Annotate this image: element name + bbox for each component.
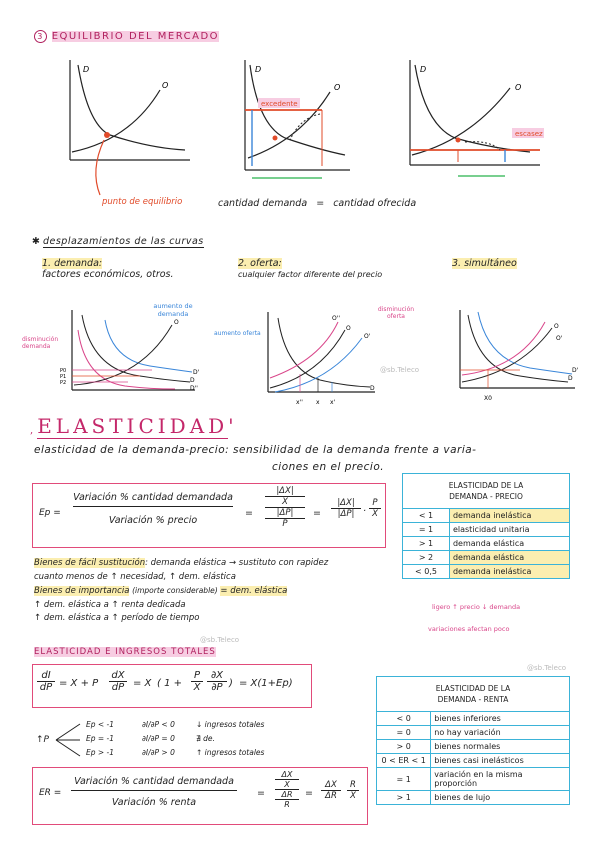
income-title (34, 647, 216, 657)
gA-d1: D' (193, 369, 200, 376)
price-up: ↑P (36, 735, 49, 745)
table-cell: variación en la misma proporción (431, 768, 569, 791)
deriv-result: = X(1+Ep) (239, 678, 293, 689)
note-line-1 (34, 557, 328, 571)
table-row (377, 791, 569, 805)
deriv-paren: ( 1 + (157, 678, 182, 689)
gC-x: X0 (484, 395, 492, 402)
legend-demand-text: cantidad demanda (218, 198, 308, 209)
price-table-note1: ligero ↑ precio ↓ demanda (432, 603, 521, 611)
table-row (377, 754, 569, 768)
legend-demand (218, 198, 416, 209)
shifts-watermark: @sb.Teleco (380, 366, 420, 374)
income-table-title: ELASTICIDAD DE LA DEMANDA - RENTA (435, 684, 511, 704)
table-row (403, 509, 569, 523)
income-title-text: ELASTICIDAD E INGRESOS TOTALES (34, 647, 216, 657)
income-watermark: @sb.Teleco (200, 636, 240, 644)
deriv-num2: dX (109, 670, 127, 682)
income-table-watermark: @sb.Teleco (527, 664, 567, 672)
gB-d: D (370, 385, 375, 392)
formula-numerator: Variación % cantidad demandada (73, 492, 233, 507)
shift-supply (238, 258, 382, 280)
formula-denominator: Variación % precio (108, 515, 198, 526)
er-f4-num: R (347, 780, 359, 791)
graph-equilibrium (70, 60, 190, 195)
note3-rest: = dem. elástica (220, 586, 288, 596)
case-c: ↑ ingresos totales (196, 748, 265, 757)
gB-x0: x (316, 399, 320, 406)
g2-o-label: O (334, 83, 341, 92)
g2-d-label: D (255, 65, 262, 74)
formula-eq1: = (245, 508, 253, 519)
cases-brace (54, 720, 84, 760)
case-row (86, 732, 264, 746)
price-table-title: ELASTICIDAD DE LA DEMANDA - PRECIO (448, 481, 524, 501)
gB-down-label: disminución oferta (377, 306, 415, 320)
table-cell: bienes normales (431, 740, 569, 754)
g2-excedente-label: excedente (261, 100, 298, 108)
table-cell: > 2 (403, 551, 449, 565)
table-cell: > 0 (377, 740, 431, 754)
price-table-body (403, 508, 569, 578)
gA-d0: D (190, 377, 195, 384)
table-cell: = 1 (377, 768, 431, 791)
deriv-eq: = X + P (59, 678, 99, 689)
note1-hl: Bienes de fácil sustitución (34, 558, 146, 568)
legend-supply-text: cantidad ofrecida (333, 198, 417, 209)
price-elasticity-formula (32, 483, 386, 548)
note-line-2: cuanto menos de ↑ necesidad, ↑ dem. elástica (34, 571, 236, 582)
case-b: ∂I/∂P < 0 (142, 720, 175, 729)
deriv-den2: dP (111, 682, 125, 693)
er-f2-nt: ΔX (275, 770, 299, 780)
formula-f4-den: X (372, 509, 378, 519)
shift-simultaneous-title: 3. simultáneo (452, 258, 517, 269)
table-row (377, 712, 569, 726)
deriv-dx: ∂X (207, 670, 227, 682)
section-title-text: EQUILIBRIO DEL MERCADO (51, 31, 220, 42)
shift-supply-text: cualquier factor diferente del precio (238, 270, 383, 279)
table-cell: demanda inelástica (449, 509, 569, 523)
gB-x1: x'' (296, 399, 303, 406)
shifts-title-text: desplazamientos de las curvas (42, 236, 204, 247)
table-cell: < 0,5 (403, 565, 449, 579)
case-c: ↓ ingresos totales (196, 720, 265, 729)
table-row (403, 537, 569, 551)
g1-d-label: D (83, 65, 90, 74)
table-row (403, 551, 569, 565)
er-f2-dt: ΔR (275, 790, 299, 800)
case-a: Ep < -1 (86, 720, 115, 729)
er-f2-nb: X (275, 780, 299, 790)
er-f3-den: ΔR (325, 791, 337, 801)
g1-o-label: O (162, 81, 169, 90)
table-cell: demanda inelástica (449, 565, 569, 579)
equilibrium-point-label: punto de equilibrio (102, 197, 183, 207)
er-f3-num: ΔX (321, 780, 341, 791)
section-number: 3 (34, 30, 47, 43)
table-cell: < 1 (403, 509, 449, 523)
table-cell: > 1 (377, 791, 431, 805)
shift-graphs (0, 290, 600, 410)
graph-shortage (410, 60, 540, 176)
table-row (377, 768, 569, 791)
table-cell: demanda elástica (449, 551, 569, 565)
table-cell: demanda elástica (449, 537, 569, 551)
er-eq2: = (305, 788, 313, 799)
er-numerator: Variación % cantidad demandada (71, 776, 237, 791)
table-cell: elasticidad unitaria (449, 523, 569, 537)
deriv-x: X (193, 682, 201, 693)
deriv-dp: ∂P (211, 682, 223, 693)
shifts-title: ✱ desplazamientos de las curvas (32, 236, 204, 247)
case-row (86, 718, 264, 732)
formula-eq2: = (313, 508, 321, 519)
income-elasticity-formula (32, 767, 368, 825)
g3-d-label: D (420, 65, 427, 74)
shift-demand-title: 1. demanda: (42, 258, 103, 269)
deriv-den: dP (39, 682, 53, 693)
formula-lhs: Ep = (39, 508, 61, 518)
price-elasticity-table (402, 473, 570, 579)
elasticity-def2 (272, 461, 384, 473)
er-lhs: ER = (39, 788, 62, 798)
case-a: Ep > -1 (86, 748, 115, 757)
note-line-4: ↑ dem. elástica a ↑ renta dedicada (34, 599, 186, 610)
gA-p2: P2 (60, 380, 67, 386)
formula-f2-db: P (282, 519, 288, 529)
er-f4-den: X (350, 791, 356, 801)
case-row (86, 746, 264, 760)
table-row (377, 726, 569, 740)
gB-o0: O (346, 325, 351, 332)
gB-x2: x' (330, 399, 336, 406)
note-line-3 (34, 584, 328, 599)
equilibrium-graphs (0, 0, 600, 230)
formula-f4-num: P (369, 498, 381, 509)
elasticity-title-text: ELASTICIDAD (37, 414, 229, 438)
gB-o2: O'' (332, 315, 341, 322)
deriv-rest1: = X (133, 678, 152, 689)
formula-f2-nt: |ΔX| (265, 486, 305, 497)
table-cell: = 0 (377, 726, 431, 740)
table-cell: bienes inferiores (431, 712, 569, 726)
formula-f2-nb: X (265, 497, 305, 508)
note3-mid: (importe considerable) (132, 586, 218, 595)
formula-f2-dt: |ΔP| (265, 508, 305, 519)
legend-eq: = (316, 198, 325, 209)
note1-rest: : demanda elástica → sustituto con rapidez (145, 558, 329, 568)
gC-d1: D' (572, 367, 579, 374)
gA-p1: P1 (60, 374, 67, 380)
income-elasticity-table (376, 676, 570, 805)
case-b: ∂I/∂P > 0 (142, 748, 175, 757)
income-cases (86, 718, 264, 760)
table-cell: 0 < ER < 1 (377, 754, 431, 768)
derivative-formula (32, 664, 312, 708)
shift-demand-text: factores económicos, otros. (42, 269, 174, 280)
table-cell: > 1 (403, 537, 449, 551)
shift-demand (42, 258, 174, 280)
table-cell: bienes casi inelásticos (431, 754, 569, 768)
g3-o-label: O (515, 83, 522, 92)
graph-surplus (245, 60, 350, 178)
note-line-5: ↑ dem. elástica a ↑ período de tiempo (34, 613, 200, 623)
table-cell: = 1 (403, 523, 449, 537)
g3-escasez-label: escasez (515, 130, 543, 138)
deriv-close: ) (229, 678, 233, 689)
formula-f3-num: |ΔX| (331, 498, 361, 509)
table-cell: < 0 (377, 712, 431, 726)
formula-f3-den: |ΔP| (337, 509, 355, 519)
gC-o0: O (554, 323, 559, 330)
gB-o1: O' (364, 333, 371, 340)
case-a: Ep = -1 (86, 734, 115, 743)
table-row (403, 523, 569, 537)
price-table-note2: variaciones afectan poco (428, 625, 510, 633)
gC-o1: O' (556, 335, 563, 342)
elasticity-def-line2: ciones en el precio. (272, 461, 385, 473)
note3-hl: Bienes de importancia (34, 586, 130, 596)
er-f2-db: R (284, 800, 290, 809)
table-row (377, 740, 569, 754)
gA-down-label: disminución demanda (22, 336, 59, 350)
deriv-p: P (191, 670, 203, 682)
er-eq1: = (257, 788, 265, 799)
gC-d0: D (568, 375, 573, 382)
elasticity-def (34, 444, 476, 456)
deriv-num: dI (37, 670, 55, 682)
elasticity-title: ,ELASTICIDAD' (30, 414, 238, 438)
case-b: ∂I/∂P = 0 (142, 734, 175, 743)
gA-p0: P0 (60, 368, 67, 374)
gB-up-label: aumento oferta (214, 330, 261, 337)
gA-o: O (174, 319, 179, 326)
er-denominator: Variación % renta (111, 797, 197, 808)
table-cell: no hay variación (431, 726, 569, 740)
gA-up-label: aumento de demanda (153, 302, 193, 318)
shift-simultaneous (452, 258, 517, 269)
elasticity-def-line1: elasticidad de la demanda-precio: sensibilidad de la demanda frente a varia- (34, 444, 477, 456)
case-c: ∄ de. (196, 734, 215, 743)
shift-supply-title: 2. oferta: (238, 258, 282, 269)
income-table-body (377, 711, 569, 804)
formula-dot: · (363, 506, 367, 517)
table-row (403, 565, 569, 579)
gA-d2: D'' (190, 385, 198, 392)
table-cell: bienes de lujo (431, 791, 569, 805)
elasticity-notes (34, 557, 328, 626)
